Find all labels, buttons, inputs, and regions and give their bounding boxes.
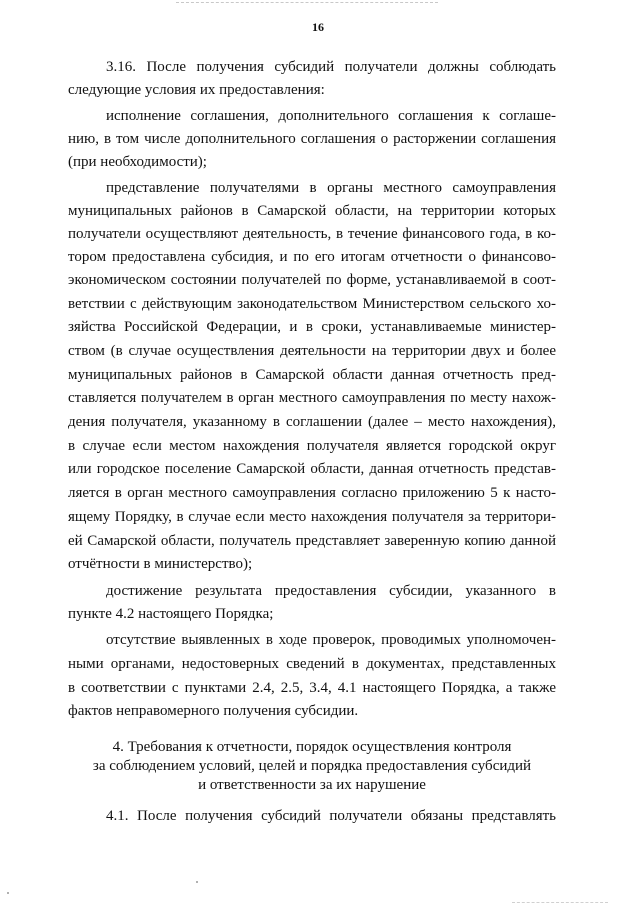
text-line: зяйства Российской Федерации, и в сроки, устанавливаемые министер- bbox=[68, 319, 556, 335]
section-heading: 4. Требования к отчетности, порядок осуществления контроля bbox=[112, 739, 512, 755]
text-line: ством (в случае осуществления деятельности на территории двух и более bbox=[68, 343, 556, 359]
page-number: 16 bbox=[312, 20, 324, 34]
scan-speck bbox=[7, 892, 9, 894]
text-line: представление получателями в органы местного самоуправления bbox=[106, 180, 556, 196]
text-line: 3.16. После получения субсидий получатели должны соблюдать bbox=[106, 59, 556, 75]
text-line: ляется в орган местного самоуправления согласно приложению 5 к насто- bbox=[68, 485, 556, 501]
section-heading: и ответственности за их нарушение bbox=[198, 777, 426, 793]
scan-top-edge bbox=[176, 2, 438, 3]
text-line: в случае если местом нахождения получателя является городской округ bbox=[68, 438, 556, 454]
text-line: ставляется получателем в орган местного самоуправления по месту нахож- bbox=[68, 390, 556, 406]
text-line: ей Самарской области, получатель представляет заверенную копию данной bbox=[68, 533, 556, 549]
text-line: фактов неправомерного получения субсидии. bbox=[68, 703, 359, 719]
text-line: отчётности в министерство); bbox=[68, 556, 253, 572]
text-line: ветствии с действующим законодательством Министерством сельского хо- bbox=[68, 296, 556, 312]
text-line: дения получателя, указанному в соглашении (далее – место нахождения), bbox=[68, 414, 556, 430]
text-line: следующие условия их предоставления: bbox=[68, 82, 325, 98]
text-line: пункте 4.2 настоящего Порядка; bbox=[68, 606, 274, 622]
text-line: муниципальных районов в Самарской области, на территории которых bbox=[68, 203, 556, 219]
text-line: в соответствии с пунктами 2.4, 2.5, 3.4, 4.1 настоящего Порядка, а также bbox=[68, 680, 556, 696]
text-line: исполнение соглашения, дополнительного соглашения к соглаше- bbox=[106, 108, 556, 124]
scan-speck bbox=[196, 881, 198, 883]
text-line: ящему Порядку, в случае если место нахождения получателя за территори- bbox=[68, 509, 556, 525]
text-line: муниципальных районов в Самарской области данная отчетность пред- bbox=[68, 367, 556, 383]
text-line: нию, в том числе дополнительного соглашения о расторжении соглашения bbox=[68, 131, 556, 147]
text-line: экономическом состоянии получателей по форме, устанавливаемой в соот- bbox=[68, 272, 556, 288]
text-line: получатели осуществляют деятельность, в течение финансового года, в ко- bbox=[68, 226, 556, 242]
text-line: 4.1. После получения субсидий получатели обязаны представлять bbox=[106, 808, 556, 824]
scan-bottom-edge bbox=[512, 902, 608, 903]
text-line: (при необходимости); bbox=[68, 154, 207, 170]
text-line: ными органами, недостоверных сведений в документах, представленных bbox=[68, 656, 556, 672]
section-heading: за соблюдением условий, целей и порядка предоставления субсидий bbox=[92, 758, 532, 774]
text-line: достижение результата предоставления субсидии, указанного в bbox=[106, 583, 556, 599]
text-line: или городское поселение Самарской области, данная отчетность представ- bbox=[68, 461, 556, 477]
text-line: тором предоставлена субсидия, и по его итогам отчетности о финансово- bbox=[68, 249, 556, 265]
text-line: отсутствие выявленных в ходе проверок, проводимых уполномочен- bbox=[106, 632, 556, 648]
